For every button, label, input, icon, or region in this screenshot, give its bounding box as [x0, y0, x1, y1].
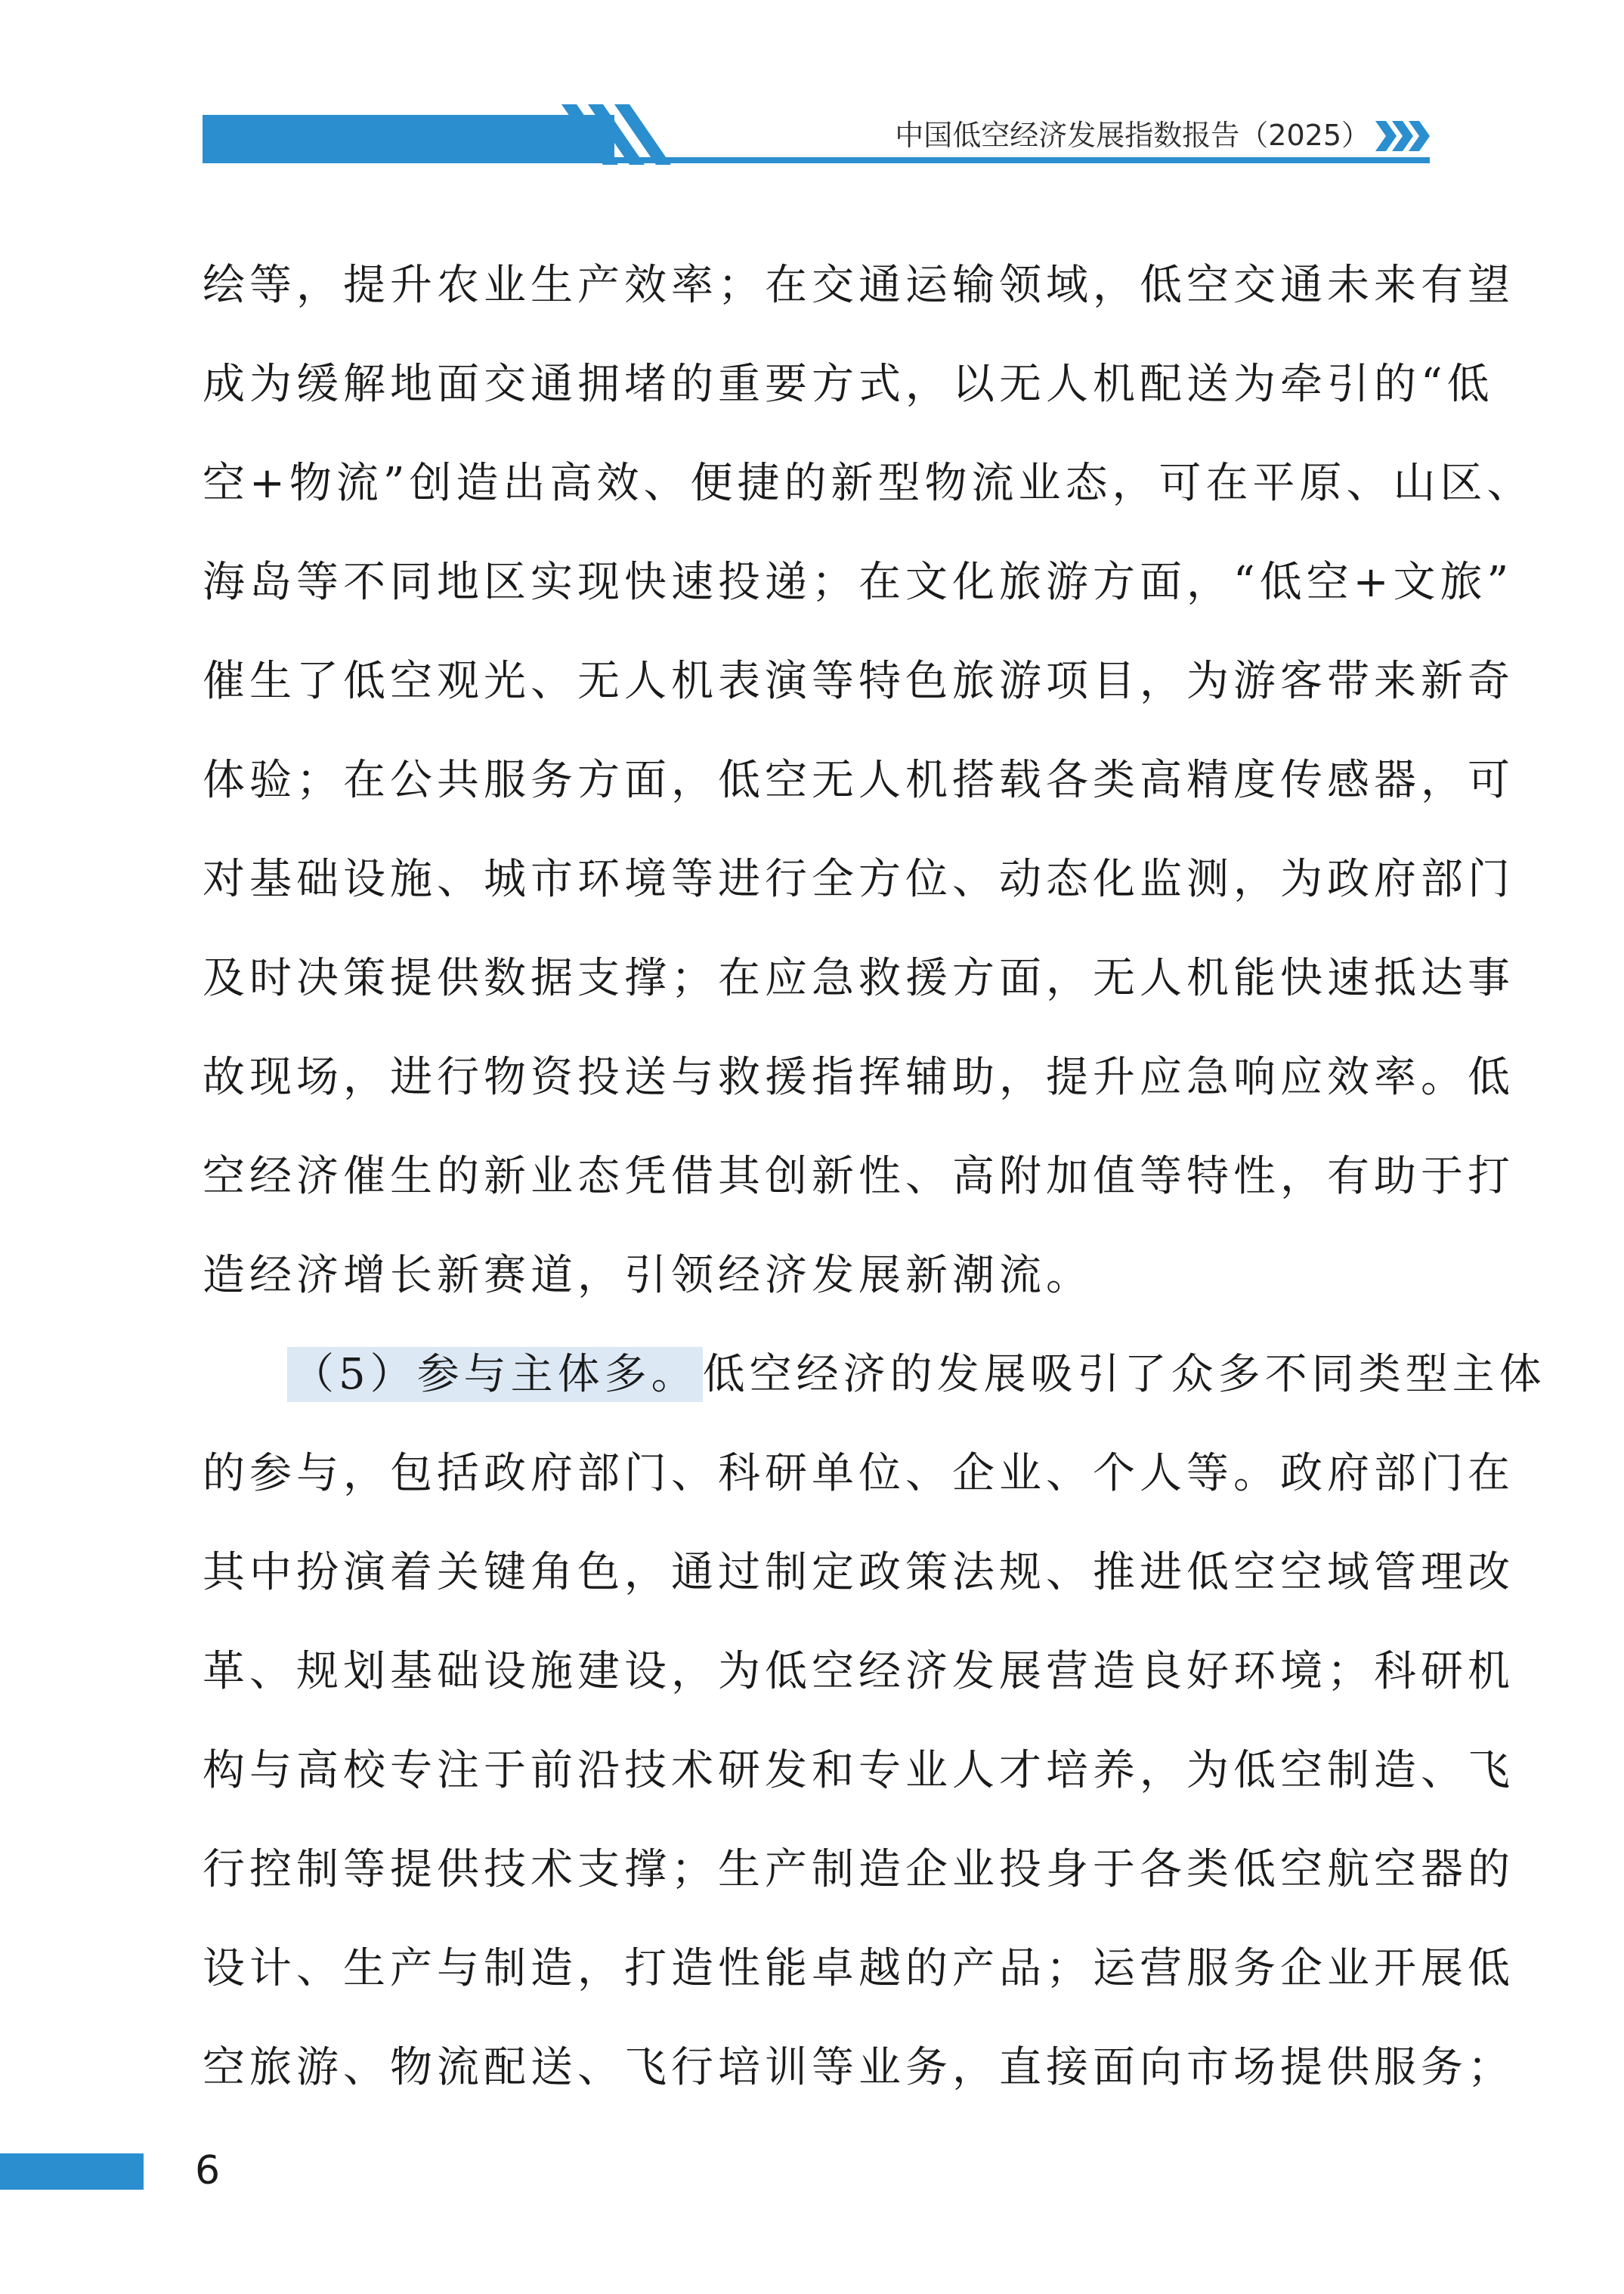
text-line: 行控制等提供技术支撑；生产制造企业投身于各类低空航空器的: [203, 1845, 1514, 1894]
text-line: 故现场，进行物资投送与救援指挥辅助，提升应急响应效率。低: [203, 1053, 1514, 1102]
text-line: 其中扮演着关键角色，通过制定政策法规、推进低空空域管理改: [203, 1548, 1514, 1597]
text-line: 革、规划基础设施建设，为低空经济发展营造良好环境；科研机: [203, 1647, 1514, 1696]
text-line: 体验；在公共服务方面，低空无人机搭载各类高精度传感器，可: [203, 756, 1514, 805]
text-line: 绘等，提升农业生产效率；在交通运输领域，低空交通未来有望: [203, 261, 1514, 310]
text-line: 设计、生产与制造，打造性能卓越的产品；运营服务企业开展低: [203, 1944, 1514, 1993]
text-line: 的参与，包括政府部门、科研单位、企业、个人等。政府部门在: [203, 1449, 1514, 1498]
text-line: 对基础设施、城市环境等进行全方位、动态化监测，为政府部门: [203, 855, 1514, 904]
text-line: 空旅游、物流配送、飞行培训等业务，直接面向市场提供服务；: [203, 2043, 1514, 2092]
text-line: 海岛等不同地区实现快速投递；在文化旅游方面，“低空+文旅”: [203, 558, 1514, 607]
text-line: 空经济催生的新业态凭借其创新性、高附加值等特性，有助于打: [203, 1152, 1514, 1201]
body-text: [203, 236, 1546, 2117]
triple-chevron-right-icon: [1372, 113, 1433, 159]
text-line: 造经济增长新赛道，引领经济发展新潮流。: [203, 1251, 1093, 1300]
footer-accent-bar: [0, 2153, 144, 2190]
text-line: 构与高校专注于前沿技术研发和专业人才培养，为低空制造、飞: [203, 1746, 1514, 1795]
header-rule: [614, 157, 1430, 163]
section-heading: （5）参与主体多。: [287, 1347, 703, 1402]
section-first-line: [203, 1325, 1546, 1424]
page-number: 6: [195, 2148, 221, 2193]
text-line: 催生了低空观光、无人机表演等特色旅游项目，为游客带来新奇: [203, 657, 1514, 706]
diagonal-stripes-icon: [501, 104, 690, 165]
section-intro-text: 低空经济的发展吸引了众多不同类型主体: [702, 1350, 1546, 1399]
report-title: 中国低空经济发展指数报告（2025）: [895, 119, 1370, 152]
text-line: 成为缓解地面交通拥堵的重要方式，以无人机配送为牵引的“低: [203, 360, 1494, 409]
page-header: [203, 104, 1430, 171]
text-line: 空+物流”创造出高效、便捷的新型物流业态，可在平原、山区、: [203, 459, 1534, 508]
text-line: 及时决策提供数据支撑；在应急救援方面，无人机能快速抵达事: [203, 954, 1514, 1003]
